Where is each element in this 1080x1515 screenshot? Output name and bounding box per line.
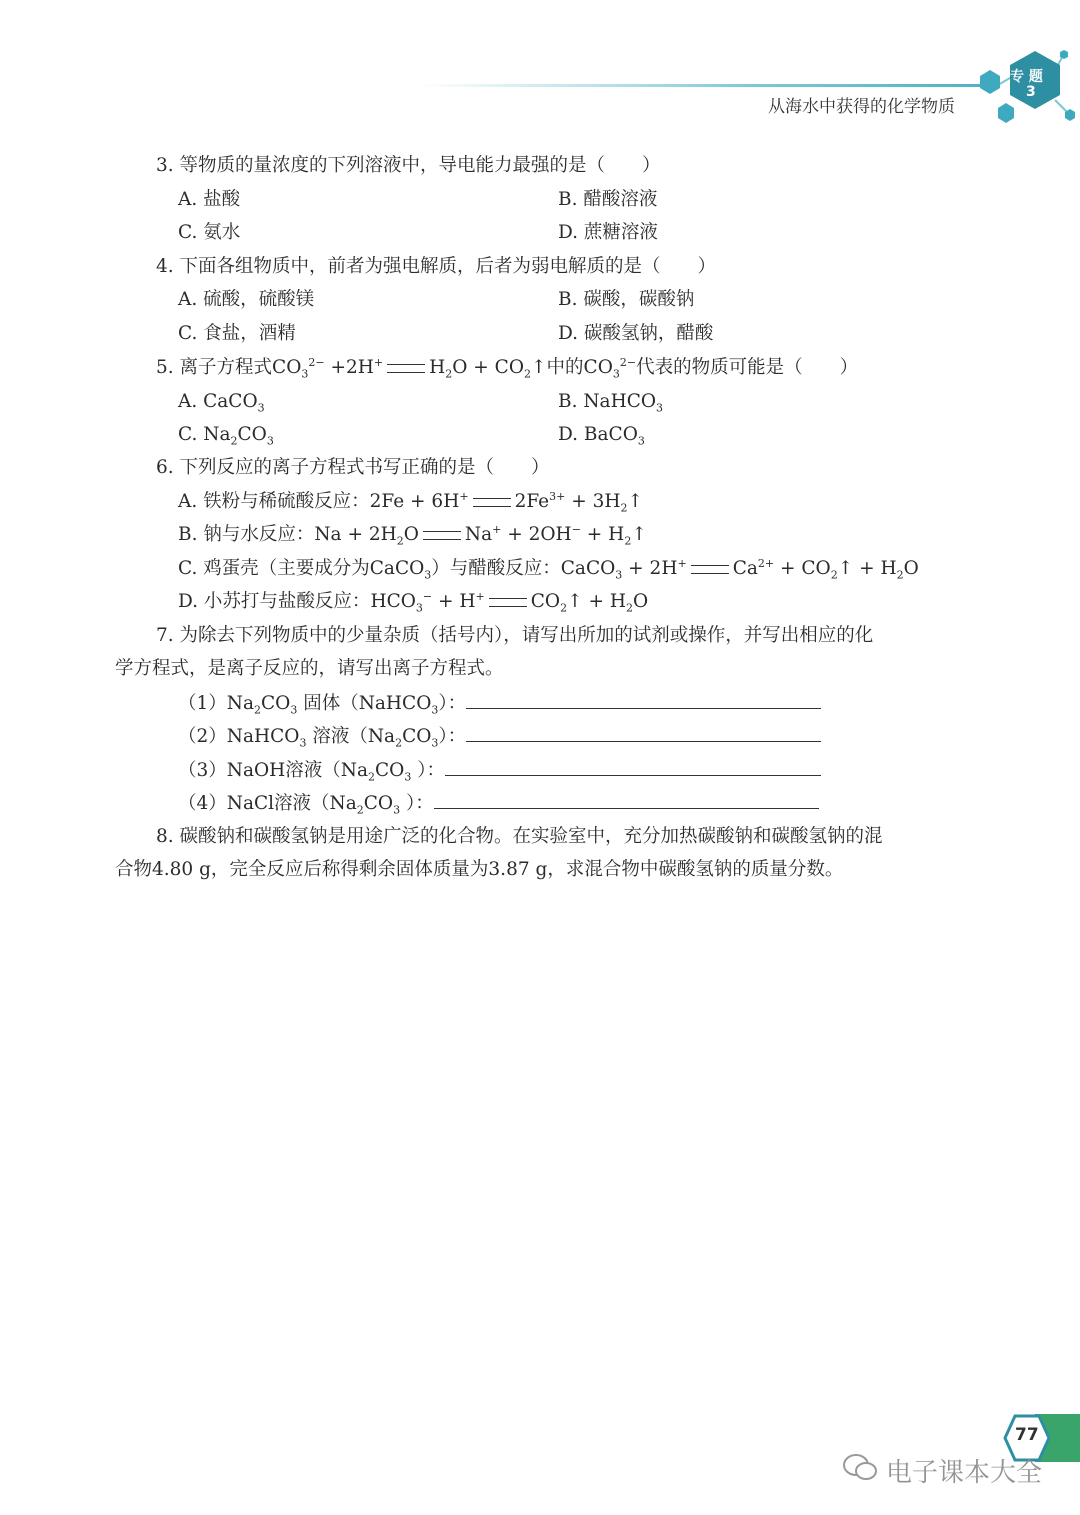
topic-badge-number: 3 — [1026, 84, 1036, 100]
equals-sign-icon — [473, 498, 511, 507]
q6-stem: 6. 下列反应的离子方程式书写正确的是（ ） — [156, 457, 550, 478]
q4-option-c: C. 食盐，酒精 — [178, 323, 296, 344]
q6-option-a: A. 铁粉与稀硫酸反应：2Fe + 6H+ $2Fe^{3+}$ + $3H_2↑$ — [178, 489, 644, 515]
answer-blank-2[interactable] — [466, 723, 821, 742]
answer-blank-1[interactable] — [466, 690, 821, 709]
wechat-logo-icon — [842, 1452, 878, 1482]
answer-blank-3[interactable] — [445, 757, 821, 776]
q6-option-b: B. 钠与水反应：$Na + 2H_2O$ $Na^+ + 2OH^- + H_2↑$ — [178, 522, 647, 548]
equals-sign-icon — [423, 531, 461, 540]
equals-sign-icon — [691, 565, 729, 574]
q5-suffix: 中的 — [546, 357, 584, 378]
q4-option-b: B. 碳酸，碳酸钠 — [558, 289, 695, 310]
q8-line2: 合物4.80 g，完全反应后称得剩余固体质量为3.87 g，求混合物中碳酸氢钠的质量分数。 — [115, 859, 844, 880]
q6-option-c: C. 鸡蛋壳（主要成分为CaCO$_3$）与醋酸反应：CaCO$_3$ + 2H+ $Ca^{2+}$ + $CO_2↑ + H_2O$ — [178, 556, 919, 582]
q5-option-a: A. CaCO$_3$ — [178, 391, 265, 415]
q7-item-3: （3）NaOH溶液（$Na_2CO_3$ ）： — [178, 757, 821, 784]
q7-item-4: （4）NaCl溶液（$Na_2CO_3$ ）： — [178, 790, 819, 817]
q5-option-b: B. NaHCO$_3$ — [558, 391, 664, 415]
q3-stem: 3. 等物质的量浓度的下列溶液中，导电能力最强的是（ ） — [156, 155, 661, 176]
q5-tail: 代表的物质可能是（ ） — [636, 357, 859, 378]
equals-sign-icon — [387, 364, 425, 373]
q7-line1: 7. 为除去下列物质中的少量杂质（括号内），请写出所加的试剂或操作，并写出相应的化 — [156, 625, 874, 646]
chapter-title: 从海水中获得的化学物质 — [768, 97, 955, 117]
q4-option-d: D. 碳酸氢钠，醋酸 — [558, 323, 714, 344]
q4-option-a: A. 硫酸，硫酸镁 — [178, 289, 315, 310]
q5-option-c: C. $Na_2CO_3$ — [178, 424, 274, 448]
q4-stem: 4. 下面各组物质中，前者为强电解质，后者为弱电解质的是（ ） — [156, 256, 717, 277]
answer-blank-4[interactable] — [434, 790, 819, 809]
q6-option-d: D. 小苏打与盐酸反应：$HCO_3^- + H^+$ $CO_2↑ + H_2O$ — [178, 589, 649, 615]
equals-sign-icon — [489, 598, 527, 607]
q7-line2: 学方程式，是离子反应的，请写出离子方程式。 — [115, 658, 504, 679]
q7-item-1: $(1)Na_2CO_3$ 固体（NaHCO$_3$）： — [178, 690, 821, 717]
page-number: 77 — [1015, 1425, 1039, 1445]
header-rule — [420, 84, 980, 87]
q5-prefix: 5. 离子方程式 — [156, 357, 273, 378]
q5-stem: 5. 离子方程式$CO_3^{2-} +2H^+$ $H_2O$ + $CO_2↑$中的$CO_3^{2-}$代表的物质可能是（ ） — [156, 355, 859, 381]
q7-item-2: （2）NaHCO$_3$ 溶液$(Na_2CO_3)$： — [178, 723, 821, 750]
q3-option-d: D. 蔗糖溶液 — [558, 222, 658, 243]
q3-option-c: C. 氨水 — [178, 222, 241, 243]
q3-option-b: B. 醋酸溶液 — [558, 189, 658, 210]
watermark-text: 电子课本大全 — [886, 1458, 1043, 1488]
q3-option-a: A. 盐酸 — [178, 189, 241, 210]
q8-line1: 8. 碳酸钠和碳酸氢钠是用途广泛的化合物。在实验室中，充分加热碳酸钠和碳酸氢钠的混 — [156, 826, 883, 847]
topic-badge-label: 专 题 — [1010, 69, 1043, 85]
q5-option-d: D. BaCO$_3$ — [558, 424, 645, 448]
